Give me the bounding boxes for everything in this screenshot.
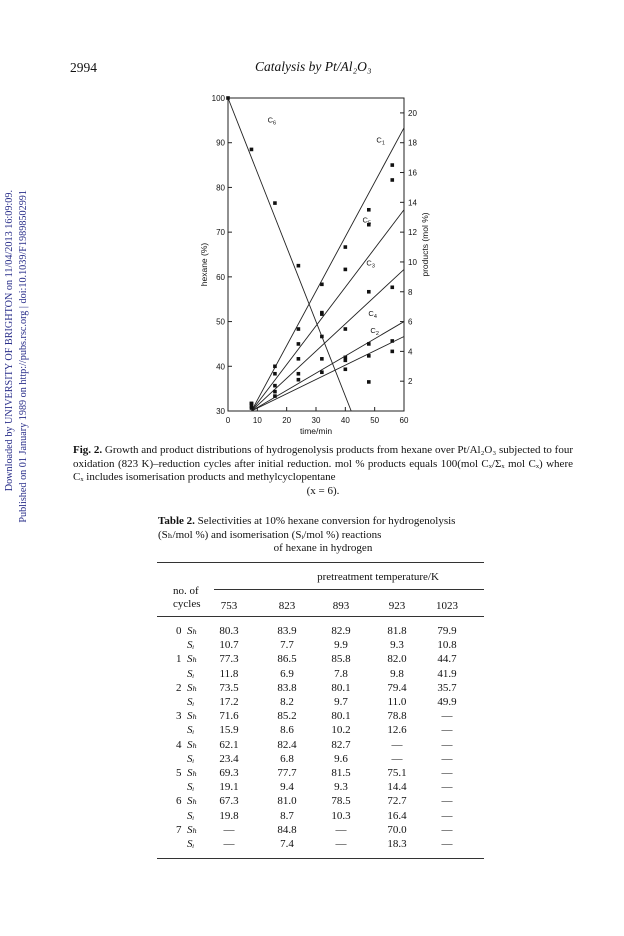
table-cell: — <box>223 823 235 836</box>
fit-line-c3 <box>251 269 404 411</box>
data-point-c6 <box>250 148 254 152</box>
x-tick-label: 40 <box>340 416 350 425</box>
table-cell: 44.7 <box>437 653 457 666</box>
table-cell: 82.9 <box>331 625 351 637</box>
table-cell: 41.9 <box>437 667 457 680</box>
group-header: pretreatment temperature/K <box>317 571 439 583</box>
x-tick-label: 50 <box>370 416 380 425</box>
selectivity-label: Sᵢ <box>187 724 195 737</box>
column-header-893: 893 <box>332 600 350 612</box>
selectivity-label: Sₕ <box>187 795 198 808</box>
table-cell: 10.7 <box>219 639 239 652</box>
series-label-c6: $C_6$ <box>267 115 277 127</box>
data-point-c6 <box>297 264 301 268</box>
table-cell: 12.6 <box>387 724 407 737</box>
table-cell: — <box>441 710 453 723</box>
table-cell: 84.8 <box>277 823 297 836</box>
column-header-1023: 1023 <box>436 600 458 612</box>
table-cell: 75.1 <box>387 767 407 779</box>
selectivity-label: Sᵢ <box>187 639 195 652</box>
cycle-number: 1 <box>176 653 182 666</box>
table-cell: 10.3 <box>331 809 351 822</box>
table-cell: 69.3 <box>219 767 239 779</box>
table-caption <box>158 515 488 556</box>
table-cell: 35.7 <box>437 681 457 694</box>
table-cell: — <box>441 838 453 850</box>
data-point-c4 <box>367 342 371 346</box>
selectivity-label: Sₕ <box>187 823 198 836</box>
table-cell: 8.6 <box>280 724 294 737</box>
data-point-c4 <box>320 357 324 361</box>
data-point-c5 <box>320 312 324 316</box>
table-caption-text: Selectivities at 10% hexane conversion for hydrogenolysis (Sₕ/mol %) and isomerisation (Sᵢ/mol %) reactions <box>158 515 456 541</box>
data-point-c2 <box>344 367 348 371</box>
figure-2-chart <box>0 0 624 445</box>
series-label-c2: $C_2$ <box>370 326 379 338</box>
table-cell: 77.3 <box>219 653 239 666</box>
group-header-rule <box>214 589 484 590</box>
selectivity-label: Sᵢ <box>187 781 195 794</box>
table-cell: 15.9 <box>219 724 239 737</box>
table-cell: 79.4 <box>387 681 407 694</box>
y-right-tick-label: 2 <box>408 377 413 387</box>
table-cell: 17.2 <box>219 696 239 708</box>
x-tick-label: 30 <box>311 416 321 425</box>
column-header-753: 753 <box>220 600 238 612</box>
y-left-tick-label: 80 <box>216 183 225 193</box>
data-point-c2 <box>367 354 371 358</box>
table-cell: 16.4 <box>387 809 407 822</box>
data-point-c5 <box>273 372 277 376</box>
table-cell: 9.7 <box>334 696 348 708</box>
table-cell: 11.8 <box>219 667 239 680</box>
table-cell: 67.3 <box>219 795 239 808</box>
data-point-c6 <box>367 380 371 384</box>
table-cell: 7.4 <box>280 838 294 850</box>
selectivity-label: Sₕ <box>187 681 198 694</box>
table-cell: — <box>441 823 453 836</box>
fit-line-c6 <box>228 98 351 411</box>
y-left-tick-label: 100 <box>211 94 225 103</box>
data-point-c2 <box>297 378 301 382</box>
table-cell: 86.5 <box>277 653 297 666</box>
table-cell: 9.3 <box>334 781 348 794</box>
table-bottom-rule <box>157 858 484 859</box>
data-point-c2 <box>273 394 277 398</box>
table-cell: — <box>391 738 403 751</box>
data-point-c1 <box>367 208 371 212</box>
selectivity-label: Sₕ <box>187 738 198 751</box>
y-left-tick-label: 40 <box>216 362 225 372</box>
table-cell: — <box>391 752 403 765</box>
selectivity-label: Sᵢ <box>187 838 195 850</box>
cycle-number: 3 <box>176 710 182 723</box>
running-title: Catalysis by Pt/Al₂O₃ <box>255 59 372 74</box>
data-point-c1 <box>390 163 394 167</box>
x-tick-label: 0 <box>225 416 231 425</box>
data-point-c2 <box>250 406 254 410</box>
figure-caption <box>73 444 573 498</box>
table-cell: — <box>441 795 453 808</box>
x-tick-label: 60 <box>399 416 409 425</box>
column-header-823: 823 <box>278 600 296 612</box>
plot-frame <box>228 98 404 411</box>
table-cell: 49.9 <box>437 696 457 708</box>
selectivity-label: Sᵢ <box>187 696 195 708</box>
table-cell: 77.7 <box>277 767 297 779</box>
data-point-c5 <box>390 178 394 182</box>
table-cell: — <box>441 767 453 779</box>
table-cell: 19.8 <box>219 809 239 822</box>
y-right-tick-label: 14 <box>408 198 417 208</box>
data-point-c3 <box>390 285 394 289</box>
data-point-c4 <box>344 359 348 363</box>
table-top-rule <box>157 562 484 563</box>
table-cell: 19.1 <box>219 781 239 794</box>
table-cell: 72.7 <box>387 795 407 808</box>
fit-line-c5 <box>251 210 404 411</box>
series-label-c1: $C_1$ <box>376 135 385 147</box>
cycle-number: 0 <box>176 625 182 637</box>
table-cell: 23.4 <box>219 752 239 765</box>
table-cell: — <box>335 838 347 850</box>
table-cell: 9.4 <box>280 781 294 794</box>
download-notice: Downloaded by UNIVERSITY OF BRIGHTON on 11/04/2013 16:09:09. <box>4 190 15 492</box>
y-left-tick-label: 90 <box>216 138 225 148</box>
table-cell: 82.0 <box>387 653 407 666</box>
data-point-c4 <box>273 390 277 394</box>
table-cell: 81.0 <box>277 795 297 808</box>
table-cell: 81.8 <box>387 625 407 637</box>
data-point-c3 <box>297 357 301 361</box>
table-cell: 62.1 <box>219 738 239 751</box>
cycle-number: 5 <box>176 767 182 779</box>
selectivity-label: Sₕ <box>187 653 198 666</box>
header-rule <box>157 616 484 617</box>
selectivity-label: Sₕ <box>187 767 198 779</box>
table-caption-last-line: of hexane in hydrogen <box>273 542 373 554</box>
table-cell: 9.8 <box>390 667 404 680</box>
data-point-c5 <box>344 268 348 272</box>
selectivity-label: Sᵢ <box>187 809 195 822</box>
publication-notice: Published on 01 January 1989 on http://pubs.rsc.org | doi:10.1039/F19898502991 <box>18 190 29 523</box>
cycle-number: 7 <box>176 823 182 836</box>
row-header-line-2: cycles <box>173 598 201 610</box>
table-cell: — <box>441 781 453 794</box>
series-label-c4: $C_4$ <box>368 308 377 320</box>
data-point-c1 <box>344 245 348 249</box>
table-cell: — <box>441 752 453 765</box>
table-label: Table 2. <box>158 515 195 527</box>
table-cell: 8.7 <box>280 809 294 822</box>
table-cell: 6.8 <box>280 752 294 765</box>
table-cell: — <box>441 738 453 751</box>
table-cell: 73.5 <box>219 681 239 694</box>
table-cell: 8.2 <box>280 696 294 708</box>
table-cell: 82.4 <box>277 738 297 751</box>
table-cell: — <box>223 838 235 850</box>
y-right-tick-label: 6 <box>408 317 413 327</box>
table-cell: 9.3 <box>390 639 404 652</box>
table-cell: — <box>335 823 347 836</box>
table-cell: 83.9 <box>277 625 297 637</box>
table-cell: 18.3 <box>387 838 407 850</box>
table-cell: 10.8 <box>437 639 457 652</box>
data-point-c3 <box>320 335 324 339</box>
data-point-c6 <box>226 96 230 100</box>
table-cell: 6.9 <box>280 667 294 680</box>
x-tick-label: 10 <box>252 416 262 425</box>
y-right-tick-label: 4 <box>408 347 413 357</box>
y-right-tick-label: 18 <box>408 138 417 148</box>
table-cell: 10.2 <box>331 724 351 737</box>
y-right-tick-label: 8 <box>408 287 413 297</box>
fit-line-c1 <box>251 128 404 411</box>
table-cell: 80.1 <box>331 681 351 694</box>
x-axis-label: time/min <box>299 426 333 436</box>
table-cell: 85.8 <box>331 653 351 666</box>
figure-caption-formula: (x = 6). <box>306 484 340 497</box>
data-point-c3 <box>344 327 348 331</box>
selectivity-label: Sᵢ <box>187 667 195 680</box>
page-number: 2994 <box>70 60 97 75</box>
series-label-c5: $C_5$ <box>362 215 372 227</box>
table-cell: 70.0 <box>387 823 407 836</box>
selectivity-label: Sᵢ <box>187 752 195 765</box>
x-tick-label: 20 <box>282 416 292 425</box>
cycle-number: 6 <box>176 795 182 808</box>
figure-label: Fig. 2. <box>73 444 103 456</box>
row-header-line-1: no. of <box>173 585 199 597</box>
data-point-c1 <box>320 283 324 287</box>
table-cell: 7.7 <box>280 639 294 652</box>
data-point-c1 <box>297 327 301 331</box>
data-point-c5 <box>297 342 301 346</box>
table-cell: 80.3 <box>219 625 239 637</box>
table-cell: 82.7 <box>331 738 351 751</box>
data-point-c3 <box>273 384 277 388</box>
table-cell: 71.6 <box>219 710 239 723</box>
series-label-c3: $C_3$ <box>366 258 375 270</box>
table-cell: 83.8 <box>277 681 297 694</box>
table-cell: — <box>441 724 453 737</box>
data-point-c3 <box>367 290 371 294</box>
table-cell: 14.4 <box>387 781 407 794</box>
table-cell: 81.5 <box>331 767 351 779</box>
data-point-c6 <box>273 201 277 205</box>
table-cell: 9.6 <box>334 752 348 765</box>
selectivity-label: Sₕ <box>187 710 198 723</box>
table-cell: 80.1 <box>331 710 351 723</box>
data-point-c2 <box>390 350 394 354</box>
table-cell: 78.8 <box>387 710 407 723</box>
cycle-number: 2 <box>176 681 182 694</box>
y-left-tick-label: 50 <box>216 317 225 327</box>
column-header-923: 923 <box>388 600 406 612</box>
data-point-c1 <box>273 364 277 368</box>
y-left-tick-label: 30 <box>216 407 225 416</box>
y-right-tick-label: 10 <box>408 257 417 267</box>
y-right-axis-label: products (mol %) <box>420 212 430 277</box>
table-cell: 9.9 <box>334 639 348 652</box>
table-cell: 79.9 <box>437 625 457 637</box>
table-cell: 85.2 <box>277 710 297 723</box>
y-right-tick-label: 16 <box>408 168 417 178</box>
y-right-tick-label: 12 <box>408 228 417 238</box>
data-point-c2 <box>320 370 324 374</box>
selectivity-label: Sₕ <box>187 625 198 637</box>
table-cell: 7.8 <box>334 667 348 680</box>
data-point-c4 <box>297 372 301 376</box>
y-right-tick-label: 20 <box>408 108 417 118</box>
table-cell: 11.0 <box>387 696 407 708</box>
figure-caption-text: Growth and product distributions of hydrogenolysis products from hexane over Pt/Al₂O₃ subjected to four oxidation (823 K)–reduction cycles after initial reduction. mol % products equals 100(mol Cₓ/Σₓ mol Cₓ) where Cₓ includes isomerisation products and methylcyclopentane <box>73 444 574 483</box>
table-cell: — <box>441 809 453 822</box>
cycle-number: 4 <box>176 738 182 751</box>
y-left-tick-label: 60 <box>216 272 225 282</box>
table-cell: 78.5 <box>331 795 351 808</box>
y-left-axis-label: hexane (%) <box>199 242 209 287</box>
y-left-tick-label: 70 <box>216 228 225 238</box>
